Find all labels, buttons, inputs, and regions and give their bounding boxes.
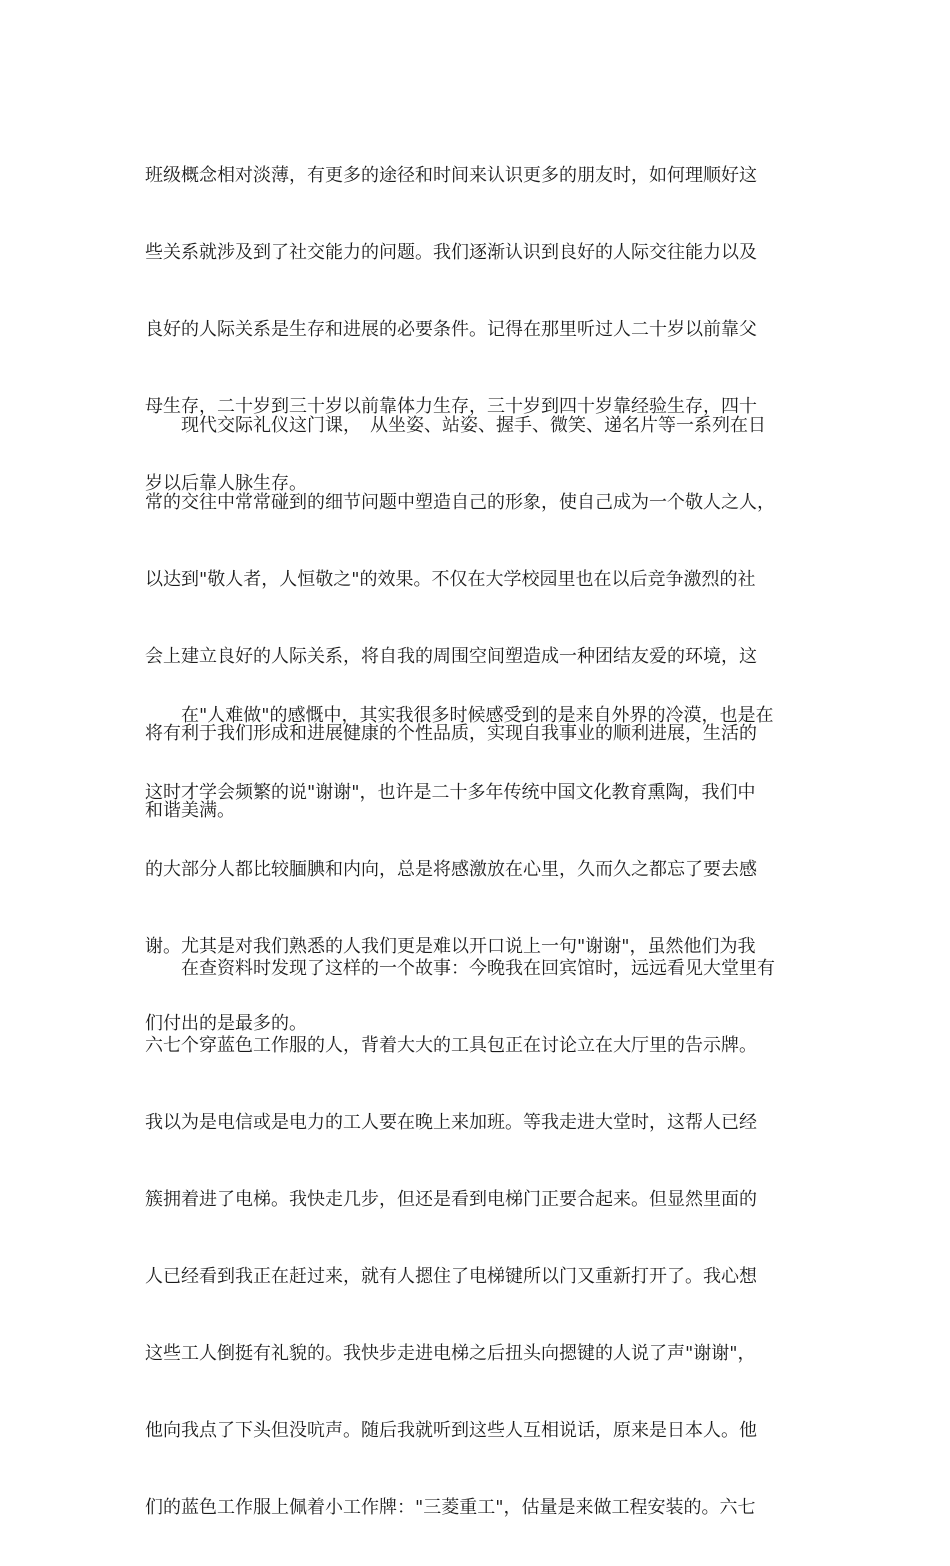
text-line: 将有利于我们形成和进展健康的个性品质，实现自我事业的顺利进展，生活的 [145, 722, 757, 744]
text-line: 岁以后靠人脉生存。 [145, 472, 307, 494]
text-line: 人已经看到我正在赶过来，就有人摁住了电梯键所以门又重新打开了。我心想 [145, 1265, 757, 1287]
text-line: 常的交往中常常碰到的细节问题中塑造自己的形象，使自己成为一个敬人之人， [145, 491, 775, 513]
text-line: 班级概念相对淡薄，有更多的途径和时间来认识更多的朋友时，如何理顺好这 [145, 164, 757, 186]
paragraph-4 [145, 911, 807, 1566]
text-line: 六七个穿蓝色工作服的人，背着大大的工具包正在讨论立在大厅里的告示牌。 [145, 1034, 757, 1056]
text-line: 这时才学会频繁的说"谢谢"，也许是二十多年传统中国文化教育熏陶，我们中 [145, 781, 756, 803]
text-line: 以达到"敬人者，人恒敬之"的效果。不仅在大学校园里也在以后竞争激烈的社 [145, 568, 756, 590]
text-line: 这些工人倒挺有礼貌的。我快步走进电梯之后扭头向摁键的人说了声"谢谢"， [145, 1342, 756, 1364]
text-line: 在"人难做"的感慨中，其实我很多时候感受到的是来自外界的冷漠，也是在 [145, 704, 774, 726]
text-line: 会上建立良好的人际关系，将自我的周围空间塑造成一种团结友爱的环境，这 [145, 645, 757, 667]
text-line: 他向我点了下头但没吭声。随后我就听到这些人互相说话，原来是日本人。他 [145, 1419, 757, 1441]
text-line: 些关系就涉及到了社交能力的问题。我们逐渐认识到良好的人际交往能力以及 [145, 241, 757, 263]
text-line: 现代交际礼仪这门课， 从坐姿、站姿、握手、微笑、递名片等一系列在日 [145, 414, 766, 436]
text-line: 们的蓝色工作服上佩着小工作牌："三菱重工"，估量是来做工程安装的。六七 [145, 1496, 756, 1518]
text-line: 和谐美满。 [145, 799, 235, 821]
text-line: 们付出的是最多的。 [145, 1012, 307, 1034]
text-line: 的大部分人都比较腼腆和内向，总是将感激放在心里，久而久之都忘了要去感 [145, 858, 757, 880]
text-line: 母生存，二十岁到三十岁以前靠体力生存，三十岁到四十岁靠经验生存，四十 [145, 395, 757, 417]
text-line: 我以为是电信或是电力的工人要在晚上来加班。等我走进大堂时，这帮人已经 [145, 1111, 757, 1133]
text-line: 簇拥着进了电梯。我快走几步，但还是看到电梯门正要合起来。但显然里面的 [145, 1188, 757, 1210]
text-line: 良好的人际关系是生存和进展的必要条件。记得在那里听过人二十岁以前靠父 [145, 318, 757, 340]
text-line: 谢。尤其是对我们熟悉的人我们更是难以开口说上一句"谢谢"，虽然他们为我 [145, 935, 756, 957]
text-line: 在查资料时发现了这样的一个故事：今晚我在回宾馆时，远远看见大堂里有 [145, 957, 775, 979]
